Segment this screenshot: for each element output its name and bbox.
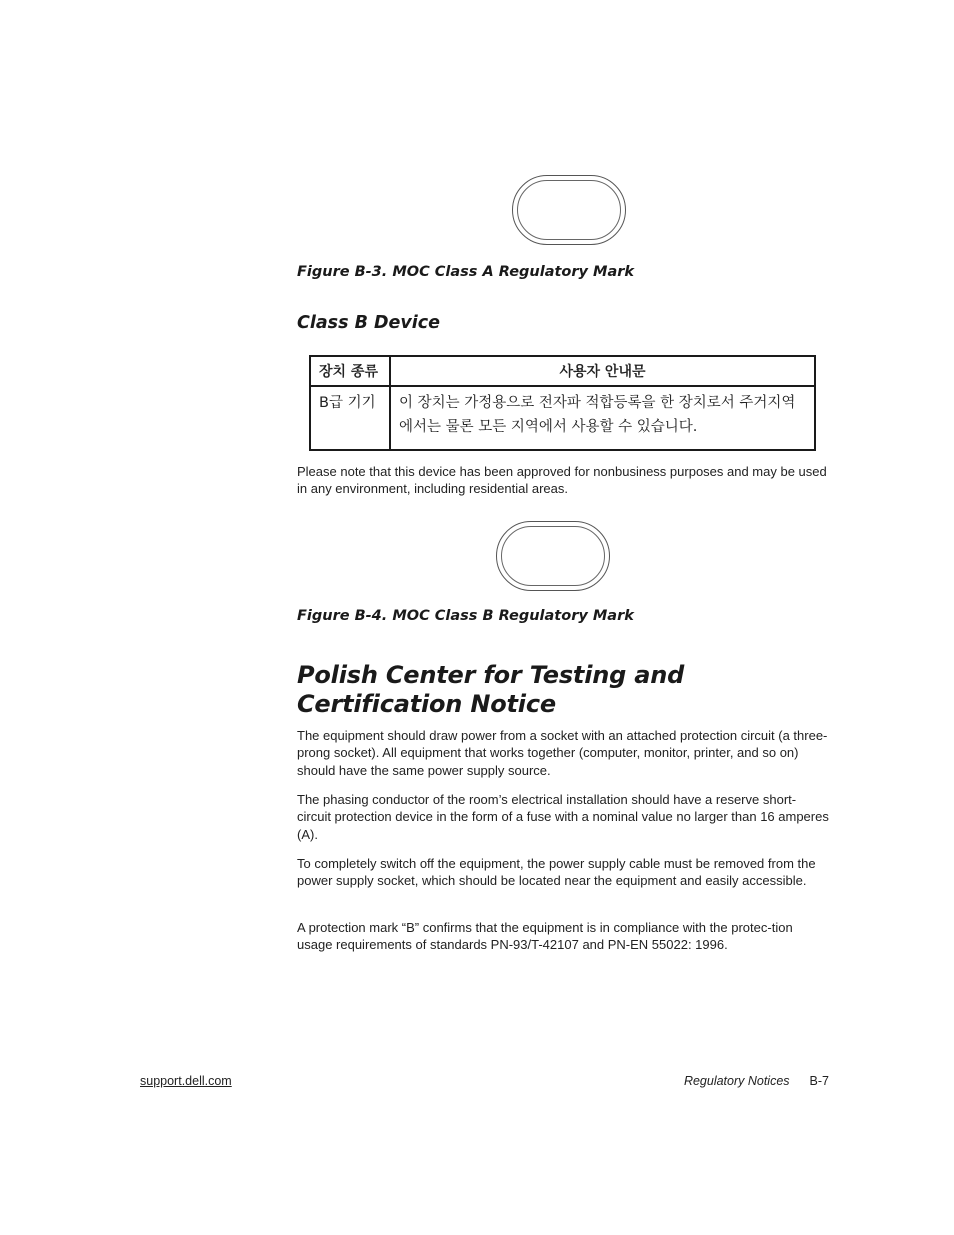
- table-cell-class: B급 기기: [310, 386, 390, 450]
- figure-b3-caption: Figure B-3. MOC Class A Regulatory Mark: [297, 264, 635, 280]
- polish-paragraph-2: The phasing conductor of the room’s electrical installation should have a reserve short-circuit protection device in the form of a fuse with a nominal value no larger than 16 amperes (A).: [297, 792, 829, 842]
- figure-b4-caption: Figure B-4. MOC Class B Regulatory Mark: [297, 608, 634, 624]
- moc-class-a-mark: [512, 175, 626, 245]
- class-b-note: Please note that this device has been approved for nonbusiness purposes and may be used in any environment, including residential areas.: [297, 464, 827, 497]
- support-link[interactable]: support.dell.com: [140, 1074, 232, 1088]
- moc-class-a-mark-inner: [517, 180, 621, 240]
- korean-notice-table: [309, 355, 816, 451]
- moc-class-b-mark-inner: [501, 526, 605, 586]
- polish-notice-heading: Polish Center for Testing and Certification Notice: [297, 661, 685, 718]
- polish-paragraph-3: To completely switch off the equipment, the power supply cable must be removed from the power supply socket, which should be located near the equipment and easily accessible.: [297, 856, 816, 889]
- table-header-row: [310, 356, 815, 386]
- table-cell-notice-line1: 이 장치는 가정용으로 전자파 적합등록을 한 장치로서 주거지역: [399, 395, 796, 411]
- polish-paragraph-4: A protection mark “B” confirms that the equipment is in compliance with the protec-tion usage requirements of standards PN-93/T-42107 and PN-EN 55022: 1996.: [297, 920, 793, 953]
- moc-class-b-mark: [496, 521, 610, 591]
- page-number: B-7: [809, 1074, 829, 1088]
- table-header-user-notice: 사용자 안내문: [390, 356, 815, 386]
- table-cell-notice: [390, 386, 815, 450]
- table-row: [310, 386, 815, 450]
- polish-paragraph-1: The equipment should draw power from a socket with an attached protection circuit (a three-prong socket). All equipment that works together (computer, monitor, printer, and so on) should have the same power supply source.: [297, 728, 828, 778]
- page-footer: [684, 1074, 829, 1088]
- footer-section-title: Regulatory Notices: [683, 1074, 790, 1088]
- class-b-heading: Class B Device: [297, 313, 441, 333]
- table-cell-notice-line2: 에서는 물론 모든 지역에서 사용할 수 있습니다.: [399, 419, 698, 435]
- table-header-device-type: 장치 종류: [310, 356, 390, 386]
